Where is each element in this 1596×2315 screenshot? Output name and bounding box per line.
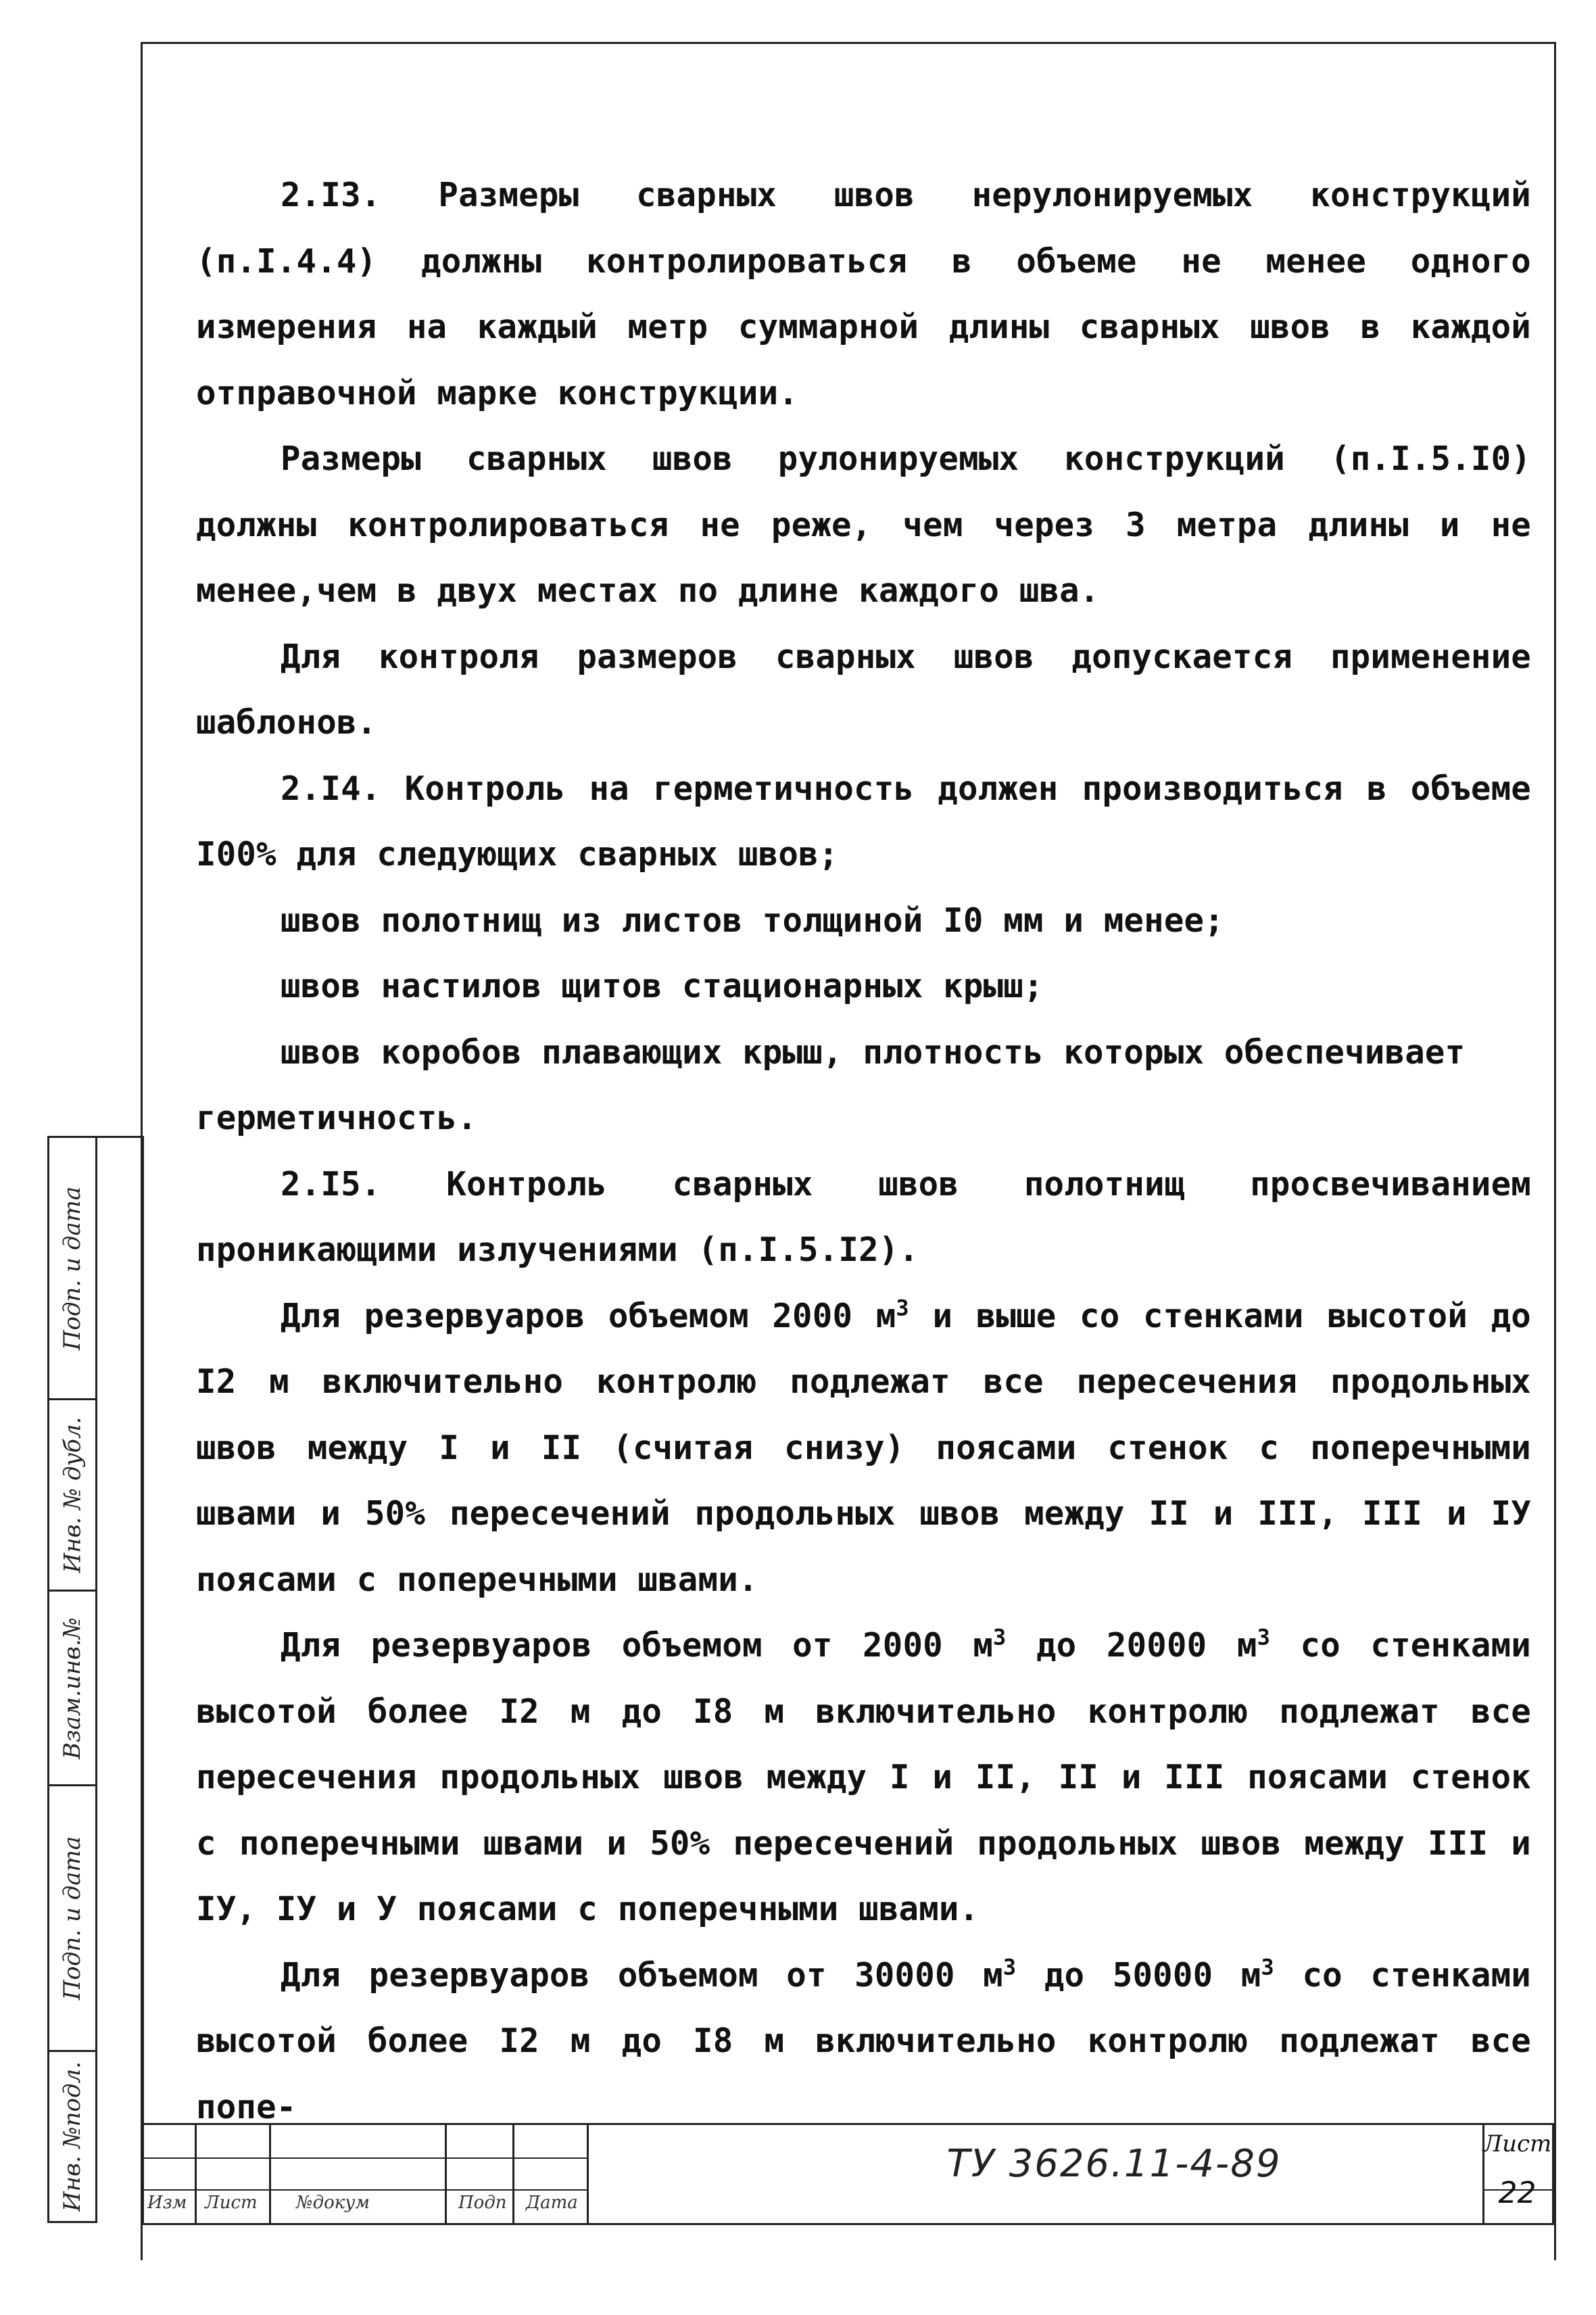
list-item: швов настилов щитов стационарных крыш; [281,967,1044,1005]
paragraph-rolled-welds: Размеры сварных швов рулонируемых конструкций (п.I.5.I0) должны контролироваться не реже, чем через 3 метра длины и не менее,чем в двух местах по длине каждого шва. [196,439,1531,610]
sheet-label: Лист [1482,2130,1552,2157]
paragraph-2000-tanks: Для резервуаров объемом 2000 $м^3$ и выше со стенками высотой до I2 м включительно контролю подлежат все пересечения продольных швов между I и II (считая снизу) поясами стенок с поперечными швами и 50% пересечений продольных швов между II и III, III и IУ поясами с поперечными швами. [196,1295,1532,1599]
header-change: Изм [147,2193,187,2213]
binding-strip [47,1136,144,2223]
header-date: Дата [526,2193,578,2213]
list-item: швов коробов плавающих крыш, плотность которых обеспечивает [281,1032,1466,1072]
paragraph-2-14: 2.I4. Контроль на герметичность должен производиться в объеме I00% для следующих сварных швов; [196,769,1531,874]
sheet-number: 22 [1498,2176,1537,2210]
paragraph-50000-tanks: Для резервуаров объемом от 30000 $м^3$ до 50000 $м^3$ со стенками высотой более I2 м до I8 м включительно контролю подлежат все попе- [196,1954,1531,2126]
sign-date-cell: Подп. и дата [49,1786,95,2052]
paragraph-20000-tanks: Для резервуаров объемом от 2000 $м^3$ до 20000 $м^3$ со стенками высотой более I2 м до I8 м включительно контролю подлежат все пересечения продольных швов между I и II, II и III поясами стенок с поперечными швами и 50% пересечений продольных швов между III и IУ, IУ и У поясами с поперечными швами. [196,1624,1531,1928]
list-item-continuation: герметичность. [196,1099,477,1137]
paragraph-templates: Для контроля размеров сварных швов допускается применение шаблонов. [196,637,1531,742]
duplicate-inv-cell: Инв. № дубл. [49,1400,95,1592]
document-body [196,162,1531,2140]
document-code: ТУ 3626.11-4-89 [946,2142,1282,2186]
paragraph-2-15: 2.I5. Контроль сварных швов полотнищ просвечиванием проникающими излучениями (п.I.5.I2). [196,1164,1531,1269]
header-signature: Подп [458,2193,507,2213]
original-inv-cell: Инв. №подл. [49,2052,95,2223]
paragraph-2-13: 2.I3. Размеры сварных швов нерулонируемых конструкций (п.I.4.4) должны контролироваться в объеме не менее одного измерения на каждый метр суммарной длины сварных швов в каждой отправочной марке конструкции. [196,176,1531,412]
sign-date-cell: Подп. и дата [49,1138,95,1400]
title-block [141,2123,1554,2225]
header-document-number: №докум [296,2193,370,2213]
header-sheet: Лист [205,2193,258,2213]
replacement-inv-cell: Взам.инв.№ [49,1592,95,1786]
list-item: швов полотнищ из листов толщиной I0 мм и менее; [281,901,1224,940]
strip-value-column [97,1138,144,2223]
